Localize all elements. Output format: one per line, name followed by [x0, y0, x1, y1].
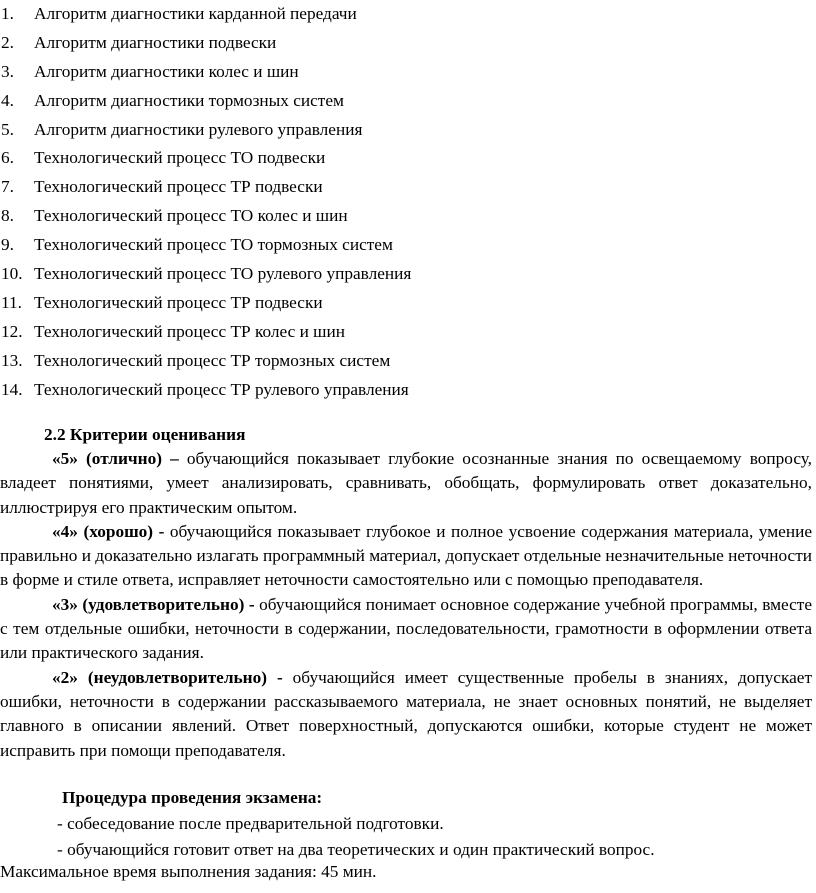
list-item-number: 11. [1, 292, 22, 312]
grade-text: обучающийся показывает глубокое и полное усвоение содержания материала, умение правильно и доказательно излагать программный материал, допускает отдельные незначительные неточности в форме и стиле ответа, исправляет неточности самостоятельно или с помощью преподавателя. [0, 521, 812, 590]
list-item-text: Алгоритм диагностики колес и шин [34, 61, 299, 81]
max-time-text: Максимальное время выполнения задания: 45 мин. [0, 862, 377, 881]
list-item-number: 2. [1, 32, 14, 52]
grade-paragraph-5 [0, 447, 812, 520]
list-item-text: Технологический процесс ТР колес и шин [34, 321, 345, 341]
list-item-text: Технологический процесс ТО подвески [34, 148, 326, 168]
list-item-text: Технологический процесс ТО тормозных систем [34, 235, 393, 255]
list-item-text: Алгоритм диагностики подвески [34, 32, 277, 52]
grade-text: обучающийся показывает глубокие осознанные знания по освещаемому вопросу, владеет понятиями, умеет анализировать, сравнивать, обобщать, формулировать ответ доказательно, иллюстрируя его практическим опытом. [0, 449, 813, 517]
criteria-heading: 2.2 Критерии оценивания [44, 425, 246, 444]
list-item-number: 10. [1, 264, 23, 284]
grade-paragraph-2 [0, 666, 812, 763]
list-item-number: 14. [1, 379, 23, 399]
list-item-number: 5. [1, 119, 14, 139]
list-item-number: 12. [1, 321, 23, 341]
procedure-heading: Процедура проведения экзамена: [62, 788, 323, 807]
list-item-number: 1. [1, 4, 14, 23]
procedure-step: - собеседование после предварительной подготовки. [57, 814, 444, 833]
list-item-text: Технологический процесс ТР подвески [34, 292, 323, 312]
list-item-number: 9. [1, 235, 14, 255]
list-item-number: 4. [1, 90, 14, 110]
list-item-number: 3. [1, 61, 14, 81]
grade-label: «4» (хорошо) - [52, 521, 165, 541]
grade-label: «2» (неудовлетворительно) - [52, 667, 283, 687]
grade-label: «5» (отлично) – [52, 449, 179, 468]
list-item-text: Технологический процесс ТР тормозных систем [34, 350, 391, 370]
grade-text: обучающийся понимает основное содержание учебной программы, вместе с тем отдельные ошибки, неточности в содержании, последовательности, грамотности в оформлении ответа или практического задания. [0, 594, 813, 663]
list-item-text: Технологический процесс ТО колес и шин [34, 206, 348, 226]
list-item-text: Алгоритм диагностики рулевого управления [34, 119, 363, 139]
list-item-number: 13. [1, 350, 23, 370]
grade-label: «3» (удовлетворительно) - [52, 594, 255, 614]
grade-text: обучающийся имеет существенные пробелы в знаниях, допускает ошибки, неточности в содержании рассказываемого материала, не знает основных понятий, не выделяет главного в описании явлений. Ответ поверхностный, допускаются ошибки, которые студент не может исправить при помощи преподавателя. [0, 667, 812, 760]
list-item-number: 8. [1, 206, 14, 226]
list-item-text: Технологический процесс ТР рулевого управления [34, 379, 409, 399]
list-item-text: Алгоритм диагностики карданной передачи [34, 4, 357, 23]
list-item-number: 6. [1, 148, 14, 168]
list-item-text: Алгоритм диагностики тормозных систем [34, 90, 344, 110]
list-item-text: Технологический процесс ТО рулевого управления [34, 264, 412, 284]
criteria-section [0, 447, 812, 763]
procedure-step: - обучающийся готовит ответ на два теоретических и один практический вопрос. [57, 840, 655, 859]
grade-paragraph-4 [0, 520, 812, 593]
list-item-number: 7. [1, 177, 14, 197]
list-item-text: Технологический процесс ТР подвески [34, 177, 323, 197]
grade-paragraph-3 [0, 593, 812, 666]
